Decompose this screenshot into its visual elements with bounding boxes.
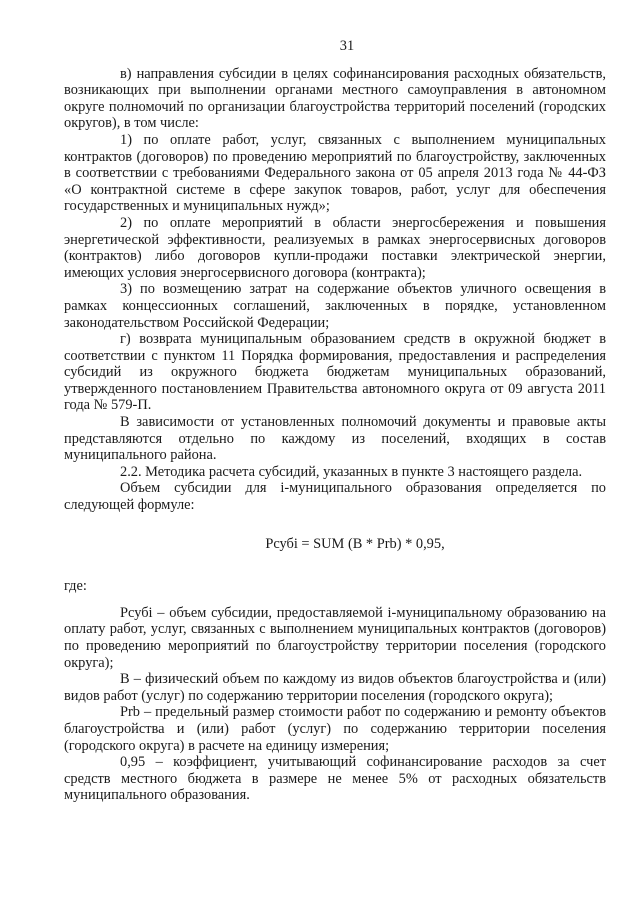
- definition-prb: Prb – предельный размер стоимости работ по содержанию и ремонту объектов благоустройства и (или) работ (услуг) по содержанию территории поселения (городского округа) в расчете на единицу измерения;: [64, 704, 606, 754]
- paragraph-g: г) возврата муниципальным образованием средств в окружной бюджет в соответствии с пунктом 11 Порядка формирования, предоставления и распределения субсидий из окружного бюджета бюджетам муниципальных образований, утвержденного постановлением Правительства автономного округа от 09 августа 2011 года № 579-П.: [64, 331, 606, 414]
- paragraph-section-2-2: 2.2. Методика расчета субсидий, указанных в пункте 3 настоящего раздела.: [120, 463, 583, 480]
- paragraph-powers: В зависимости от установленных полномочий документы и правовые акты представляются отдельно по каждому из поселений, входящих в состав муниципального района.: [64, 414, 606, 464]
- paragraph-item-3: 3) по возмещению затрат на содержание объектов уличного освещения в рамках концессионных соглашений, заключенных в порядке, установленном законодательством Российской Федерации;: [64, 281, 606, 331]
- definition-rsub: Рсубi – объем субсидии, предоставляемой i-муниципальному образованию на оплату работ, услуг, связанных с выполнением муниципальных контрактов (договоров) по проведению мероприятий по благоустройству территории поселения (городского округа);: [64, 604, 606, 671]
- page-number: 31: [339, 38, 355, 54]
- where-label: где:: [64, 578, 87, 595]
- paragraph-formula-intro: Объем субсидии для i-муниципального образования определяется по следующей формуле:: [64, 480, 606, 514]
- paragraph-item-1: 1) по оплате работ, услуг, связанных с выполнением муниципальных контрактов (договоров) по проведению мероприятий по благоустройству, заключенных в соответствии с требованиями Федерального закона от 05 апреля 2013 года № 44-ФЗ «О контрактной системе в сфере закупок товаров, работ, услуг для обеспечения государственных и муниципальных нужд»;: [64, 131, 606, 215]
- paragraph-v: в) направления субсидии в целях софинансирования расходных обязательств, возникающих при выполнении органами местного самоуправления в автономном округе полномочий по организации благоустройства территорий поселений (городских округов), в том числе:: [64, 65, 606, 132]
- definition-coefficient: 0,95 – коэффициент, учитывающий софинансирование расходов за счет средств местного бюджета в размере не менее 5% от расходных обязательств муниципального образования.: [64, 754, 606, 804]
- paragraph-item-2: 2) по оплате мероприятий в области энергосбережения и повышения энергетической эффективности, реализуемых в рамках энергосервисных договоров (контрактов) либо договоров купли-продажи поставки электрической энергии, имеющих условия энергосервисного договора (контракта);: [64, 214, 606, 281]
- subsidy-formula: Рсубi = SUM (В * Prb) * 0,95,: [265, 535, 445, 552]
- definition-v: В – физический объем по каждому из видов объектов благоустройства и (или) видов работ (услуг) по содержанию территории поселения (городского округа);: [64, 671, 606, 704]
